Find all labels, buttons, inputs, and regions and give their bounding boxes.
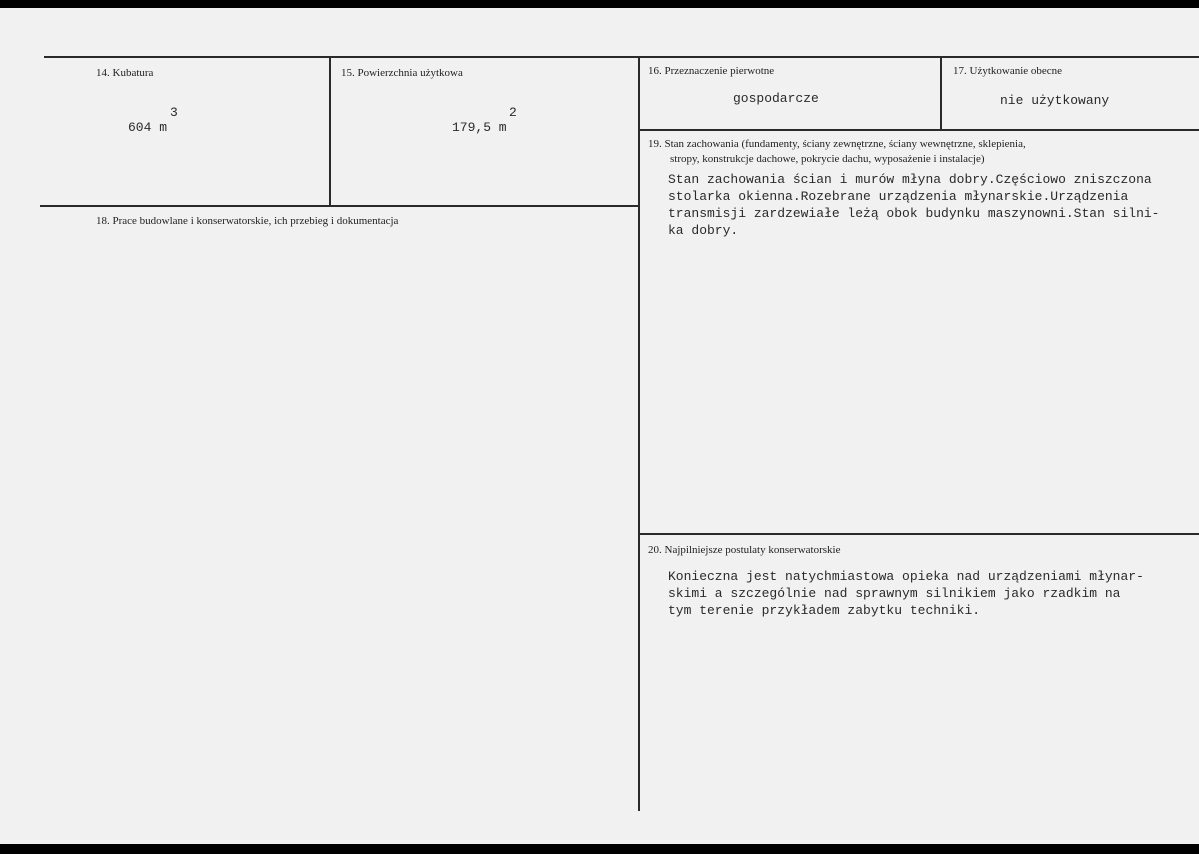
stan-text: Stan zachowania ścian i murów młyna dobry.Częściowo zniszczona stolarka okienna.Rozebrane urządzenia młynarskie.Urządzenia transmisji zardzewiałe leżą obok budynku maszynowni.Stan silni- ka dobry. (668, 172, 1160, 238)
rule-below-14-15 (40, 205, 640, 207)
uzytkowanie-value: nie użytkowany (1000, 93, 1110, 108)
kubatura-value: 604 m (128, 120, 168, 135)
powierzchnia-value: 179,5 m (452, 120, 507, 135)
uzytkowanie-label: 17. Użytkowanie obecne (953, 65, 1063, 77)
kubatura-exponent: 3 (170, 105, 178, 120)
przeznaczenie-label: 16. Przeznaczenie pierwotne (648, 65, 775, 77)
stan-label-line1: 19. Stan zachowania (fundamenty, ściany zewnętrzne, ściany wewnętrzne, sklepienia, (648, 138, 1026, 150)
powierzchnia-label: 15. Powierzchnia użytkowa (341, 67, 463, 79)
rule-below-19 (638, 533, 1199, 535)
divider-main (638, 56, 640, 811)
record-card (0, 8, 1199, 844)
przeznaczenie-value: gospodarcze (733, 91, 819, 106)
top-rule (44, 56, 1199, 58)
divider-14-15 (329, 56, 331, 206)
powierzchnia-exponent: 2 (509, 105, 517, 120)
rule-below-16-17 (638, 129, 1199, 131)
prace-label: 18. Prace budowlane i konserwatorskie, ich przebieg i dokumentacja (96, 215, 399, 227)
kubatura-label: 14. Kubatura (96, 67, 154, 79)
postulaty-label: 20. Najpilniejsze postulaty konserwatorskie (648, 544, 841, 556)
postulaty-text: Konieczna jest natychmiastowa opieka nad urządzeniami młynar- skimi a szczególnie nad sprawnym silnikiem jako rzadkim na tym terenie przykładem zabytku techniki. (668, 569, 1144, 618)
divider-16-17 (940, 56, 942, 130)
stan-label-line2: stropy, konstrukcje dachowe, pokrycie dachu, wyposażenie i instalacje) (670, 153, 985, 165)
